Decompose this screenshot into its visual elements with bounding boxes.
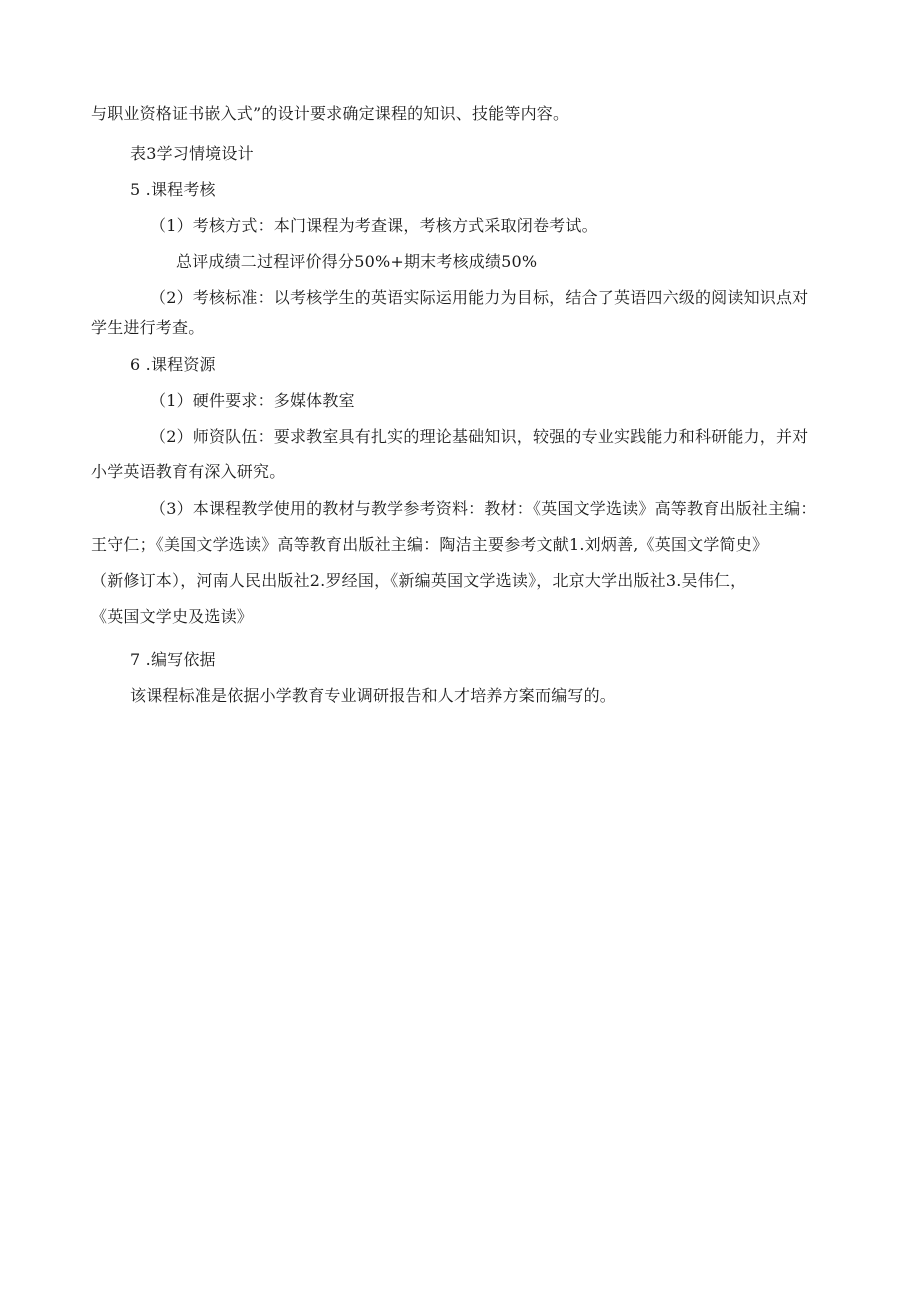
textbook-resources: （3）本课程教学使用的教材与教学参考资料：教材：《英国文学选读》高等教育出版社主编： [150,499,817,518]
faculty-requirement-cont: 小学英语教育有深入研究。 [91,462,286,481]
assessment-standard: （2）考核标准：以考核学生的英语实际运用能力为目标，结合了英语四六级的阅读知识点对 [150,288,809,307]
section-heading-5: 5 .课程考核 [130,180,216,199]
textbook-resources-cont-3: 《英国文学史及选读》 [91,607,254,626]
grade-formula: 总评成绩二过程评价得分50%+期末考核成绩50% [176,252,538,271]
assessment-standard-cont: 学生进行考查。 [91,318,205,337]
compilation-basis: 该课程标准是依据小学教育专业调研报告和人才培养方案而编写的。 [130,686,617,705]
section-heading-7: 7 .编写依据 [130,650,216,669]
textbook-resources-cont-1: 王守仁；《美国文学选读》高等教育出版社主编：陶洁主要参考文献1.刘炳善,《英国文学简史》 [91,535,769,554]
hardware-requirement: （1）硬件要求：多媒体教室 [150,391,355,410]
assessment-method: （1）考核方式：本门课程为考查课，考核方式采取闭卷考试。 [150,216,598,235]
textbook-resources-cont-2: （新修订本），河南人民出版社2.罗经国，《新编英国文学选读》，北京大学出版社3.吴伟仁， [91,571,747,590]
paragraph-continuation: 与职业资格证书嵌入式”的设计要求确定课程的知识、技能等内容。 [91,104,570,123]
table-caption: 表3学习情境设计 [130,144,254,163]
faculty-requirement: （2）师资队伍：要求教室具有扎实的理论基础知识，较强的专业实践能力和科研能力，并对 [150,427,809,446]
section-heading-6: 6 .课程资源 [130,355,216,374]
